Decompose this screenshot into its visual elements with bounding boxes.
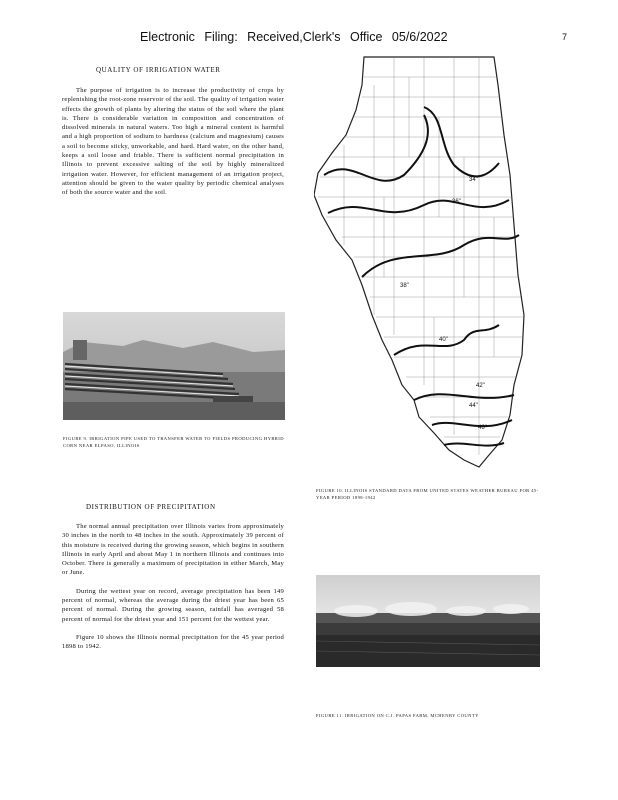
- isohyet-label-36: 36": [452, 199, 461, 205]
- page-header: [0, 28, 618, 48]
- precipitation-text-1: The normal annual precipitation over Illinois varies from approximately 30 inches in the north to 48 inches in the south. Approximately 39 percent of this moisture is received during the growing season, which begins in southern Illinois in early April and about May 1 in northern Illinois and continues into October. There is generally a maximum of precipitation in either March, May or June.: [62, 523, 284, 577]
- isohyet-label-44: 44": [469, 403, 478, 409]
- illinois-precipitation-map: [314, 55, 554, 475]
- isohyet-label-38: 38": [400, 283, 409, 289]
- illinois-outline: [314, 57, 524, 467]
- figure-10-caption: FIGURE 10. ILLINOIS STANDARD DATA FROM UNITED STATES WEATHER BUREAU FOR 45-YEAR PERIOD 1898-1942: [316, 488, 539, 500]
- page-number: 7: [562, 32, 568, 42]
- section-heading-water-quality: QUALITY OF IRRIGATION WATER: [96, 66, 221, 74]
- isohyet-label-46: 46": [478, 425, 487, 431]
- precipitation-text-3: Figure 10 shows the Illinois normal precipitation for the 45 year period 1898 to 1942.: [62, 633, 284, 651]
- irrigation-pipe-photo: [63, 312, 285, 420]
- precipitation-text-2: During the wettest year on record, average precipitation has been 149 percent of normal, whereas the average during the driest year has been 65 percent of normal. During the growing season, rainfall has averaged 58 percent of normal for the driest year and 151 percent for the wettest year.: [62, 587, 284, 623]
- figure-9-caption: FIGURE 9. IRRIGATION PIPE USED TO TRANSFER WATER TO FIELDS PRODUCING HYBRID CORN NEAR ELPASO, ILLINOIS: [63, 436, 284, 448]
- water-quality-paragraph: [62, 86, 284, 207]
- filing-stamp: Electronic Filing: Received,Clerk's Office 05/6/2022: [140, 30, 448, 44]
- precipitation-paragraphs: [62, 522, 284, 661]
- isohyet-label-34: 34": [469, 177, 478, 183]
- isohyet-label-42: 42": [476, 383, 485, 389]
- isohyet-label-40: 40": [439, 337, 448, 343]
- sprinkler-irrigation-photo: [316, 575, 540, 667]
- section-heading-precipitation: DISTRIBUTION OF PRECIPITATION: [86, 503, 216, 511]
- water-quality-text: The purpose of irrigation is to increase the productivity of crops by replenishing the root-zone reservoir of the soil. The quality of irrigation water effects the growth of plants by altering the status of the soil where the plant is. There is considerable variation in composition and concentration of dissolved minerals in natural waters. Too high a mineral content is harmful and a high proportion of sodium to hardness (calcium and magnesium) causes a soil to become sticky, unworkable, and hard. Hard water, on the other hand, keeps a soil loose and friable. There is sufficient normal precipitation in Illinois to prevent excessive salting of the soil by highly mineralized irrigation water. However, for efficient management of an irrigation project, attention should be given to the water quality by periodic chemical analyses of both the source water and the soil.: [62, 87, 284, 197]
- figure-11-caption: FIGURE 11. IRRIGATION ON C.J. PAPAS FARM, MCHENRY COUNTY: [316, 713, 479, 718]
